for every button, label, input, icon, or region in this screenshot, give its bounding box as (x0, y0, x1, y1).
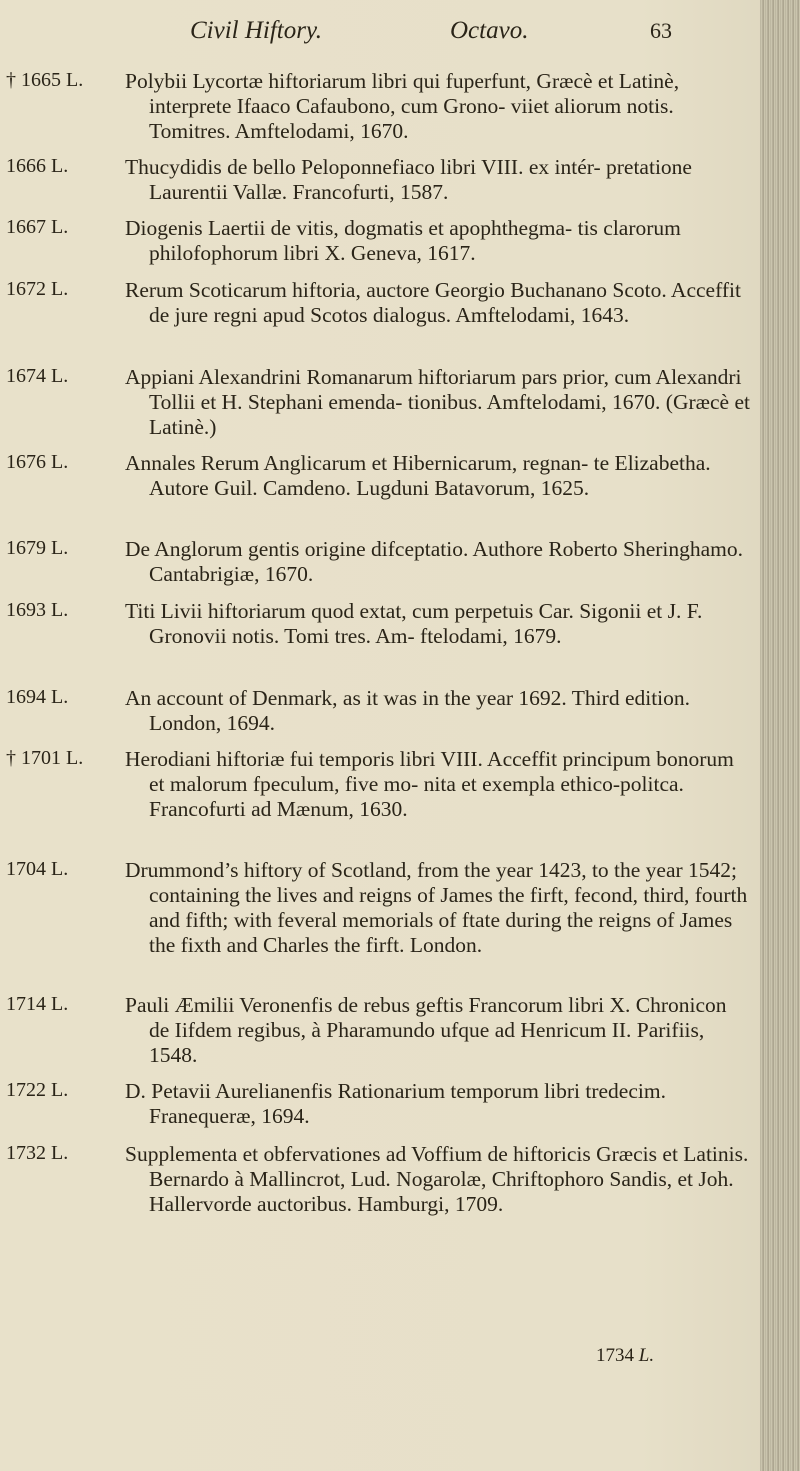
entry-number: 1674 L. (6, 365, 69, 387)
entry-text: D. Petavii Aurelianenfis Rationarium temporum libri tredecim. Franequeræ, 1694. (125, 1079, 666, 1128)
entry-number: 1693 L. (6, 599, 69, 621)
entry-number: 1679 L. (6, 537, 69, 559)
entry-text: Appiani Alexandrini Romanarum hiftoriarum pars prior, cum Alexandri Tollii et H. Stephani emenda- tionibus. Amftelodami, 1670. (Græcè et Latinè.) (125, 365, 750, 439)
entry-text: Supplementa et obfervationes ad Voffium de hiftoricis Græcis et Latinis. Bernardo à Mallincrot, Lud. Nogarolæ, Chriftophoro Sandis, et Joh. Hallervorde auctoribus. Hamburgi, 1709. (125, 1142, 749, 1216)
entry-text: An account of Denmark, as it was in the year 1692. Third edition. London, 1694. (125, 686, 691, 735)
entry-text: Diogenis Laertii de vitis, dogmatis et apophthegma- tis clarorum philofophorum libri X. Geneva, 1617. (125, 216, 681, 265)
entry-number: 1666 L. (6, 155, 69, 177)
header-title: Civil Hiftory. (190, 17, 322, 44)
entry-text: Thucydidis de bello Peloponnefiaco libri VIII. ex intér- pretatione Laurentii Vallæ. Francofurti, 1587. (125, 155, 692, 204)
entry-number: 1676 L. (6, 451, 69, 473)
entry-number: 1714 L. (6, 993, 69, 1015)
book-binding-edge (760, 0, 800, 1471)
entry-text: Rerum Scoticarum hiftoria, auctore Georgio Buchanano Scoto. Acceffit de jure regni apud Scotos dialogus. Amftelodami, 1643. (125, 278, 741, 327)
entry-number: † 1701 L. (6, 747, 84, 769)
entry-text: Drummond’s hiftory of Scotland, from the year 1423, to the year 1542; containing the lives and reigns of James the firft, fecond, third, fourth and fifth; with feveral memorials of ftate during the reigns of James the fixth and Charles the firft. London. (125, 858, 748, 957)
entry-text: Titi Livii hiftoriarum quod extat, cum perpetuis Car. Sigonii et J. F. Gronovii notis. Tomi tres. Am- ftelodami, 1679. (125, 599, 703, 648)
entry-number: 1672 L. (6, 278, 69, 300)
catchword (596, 1345, 654, 1367)
entry-number: 1722 L. (6, 1079, 69, 1101)
entry-number: 1667 L. (6, 216, 69, 238)
catchword-number: 1734 (596, 1345, 634, 1366)
entry-number: 1732 L. (6, 1142, 69, 1164)
entry-text: Herodiani hiftoriæ fui temporis libri VIII. Acceffit principum bonorum et malorum fpeculum, five mo- nita et exempla ethico-politca. Francofurti ad Mænum, 1630. (125, 747, 734, 821)
entry-text: De Anglorum gentis origine difceptatio. Authore Roberto Sheringhamo. Cantabrigiæ, 1670. (125, 537, 744, 586)
page-number: 63 (650, 18, 672, 43)
entry-text: Pauli Æmilii Veronenfis de rebus geftis Francorum libri X. Chronicon de Iifdem regibus, à Pharamundo ufque ad Henricum II. Parifiis, 1548. (125, 993, 727, 1067)
catchword-letter: L. (638, 1345, 655, 1366)
entry-text: Annales Rerum Anglicarum et Hibernicarum, regnan- te Elizabetha. Autore Guil. Camdeno. Lugduni Batavorum, 1625. (125, 451, 711, 500)
header-format: Octavo. (450, 17, 529, 44)
entry-number: 1704 L. (6, 858, 69, 880)
entry-text: Polybii Lycortæ hiftoriarum libri qui fuperfunt, Græcè et Latinè, interprete Ifaaco Cafaubono, cum Grono- viiet aliorum notis. Tomitres. Amftelodami, 1670. (125, 69, 680, 143)
entry-number: 1694 L. (6, 686, 69, 708)
entry-number: † 1665 L. (6, 69, 84, 91)
